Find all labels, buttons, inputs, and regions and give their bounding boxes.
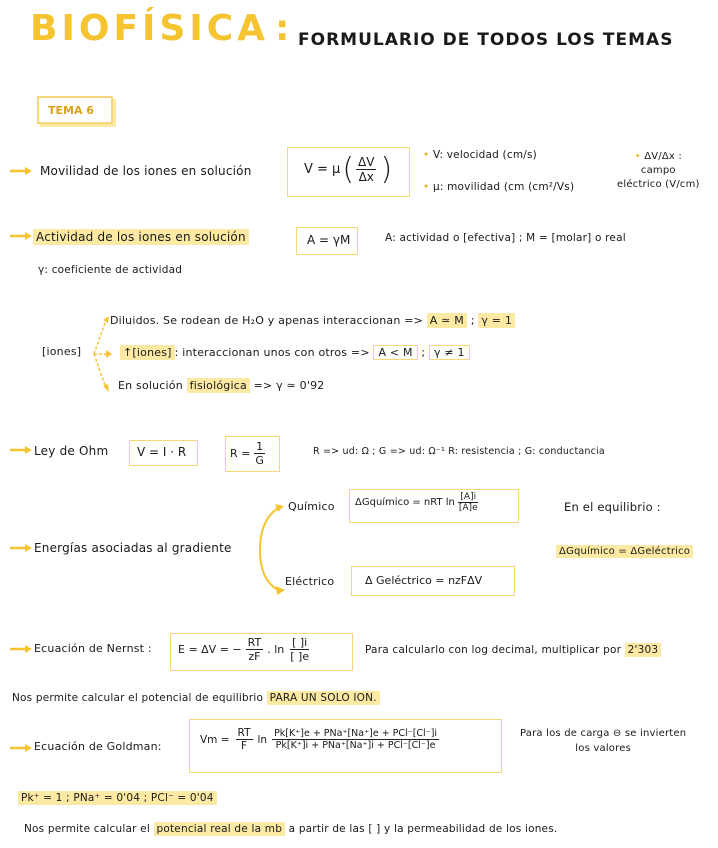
concentrados-row: ↑[iones] : interaccionan unos con otros => A < M ; γ ≠ 1 [120, 346, 470, 359]
nernst-label: Ecuación de Nernst : [34, 642, 152, 655]
equilibrio-label: En el equilibrio : [564, 500, 661, 514]
diluidos-row: Diluidos. Se rodean de H₂O y apenas interaccionan => A ≃ M ; γ = 1 [110, 314, 515, 327]
electrico-formula: Δ Geléctrico = nzFΔV [365, 574, 483, 587]
bullet-arrow-icon [10, 167, 32, 175]
brace-arrows [256, 500, 286, 600]
bullet-arrow-icon [10, 232, 32, 240]
movilidad-def: • μ: movilidad (cm (cm²/Vs) [423, 181, 575, 193]
campo-def: • ΔV/Δx : campo eléctrico (V/cm) [617, 151, 700, 190]
ohm-def: R => ud: Ω ; G => ud: Ω⁻¹ R: resistencia ; G: conductancia [313, 446, 605, 457]
movilidad-label: Movilidad de los iones en solución [40, 164, 252, 178]
equilibrio-condition: ΔGquímico = ΔGeléctrico [556, 546, 693, 557]
movilidad-formula: V = μ ( $\frac{\Delta V}{\Delta x}$ ) [304, 152, 393, 187]
page-title: BIOFÍSICA : [30, 8, 294, 49]
branch-arrows [92, 314, 112, 394]
bullet-arrow-icon [10, 446, 32, 454]
ohm-formula2: R = $\frac{1}{G}$ [230, 440, 264, 467]
goldman-final-note: Nos permite calcular el potencial real de la mb a partir de las [ ] y la permeabilidad de los iones. [24, 823, 558, 835]
iones-label: [iones] [42, 345, 82, 358]
electrico-label: Eléctrico [285, 575, 335, 588]
nernst-note: Para calcularlo con log decimal, multiplicar por 2'303 [365, 644, 661, 656]
fisiologica-row: En solución fisiológica => γ ≃ 0'92 [118, 379, 325, 392]
goldman-permeabilities: Pk⁺ = 1 ; PNa⁺ = 0'04 ; PCl⁻ = 0'04 [18, 792, 217, 804]
goldman-side-note: Para los de carga ⊖ se invierten los valores [520, 728, 687, 754]
tema-label: TEMA 6 [48, 104, 94, 117]
goldman-formula: Vm = $\frac{RT}{F}$ ln $\frac{\text{Pk[K⁺]e + PNa⁺[Na⁺]e + PCl⁻[Cl⁻]i}}{\text{Pk[K⁺]i + PNa⁺[Na⁺]i + PCl⁻[Cl⁻]e}}$ [200, 727, 438, 752]
goldman-label: Ecuación de Goldman: [34, 740, 162, 753]
actividad-label: Actividad de los iones en solución [33, 230, 249, 244]
bullet-arrow-icon [10, 744, 32, 752]
velocidad-def: • V: velocidad (cm/s) [423, 149, 537, 161]
actividad-formula: A = γM [307, 233, 351, 247]
bullet-arrow-icon [10, 544, 32, 552]
quimico-label: Químico [288, 500, 335, 513]
quimico-formula: ΔGquímico = nRT ln $\frac{[A]i}{[A]e}$ [355, 492, 478, 513]
nernst-note2: Nos permite calcular el potencial de equilibrio PARA UN SOLO ION. [12, 692, 380, 704]
energias-label: Energías asociadas al gradiente [34, 541, 232, 555]
actividad-def: A: actividad o [efectiva] ; M = [molar] o real [385, 232, 626, 244]
nernst-formula: E = ΔV = − $\frac{RT}{zF}$ . ln $\frac{[ ]i}{[ ]e}$ [178, 636, 310, 663]
page-subtitle: FORMULARIO DE TODOS LOS TEMAS [298, 30, 674, 50]
ohm-label: Ley de Ohm [34, 444, 109, 458]
ohm-formula1: V = I · R [137, 445, 187, 459]
bullet-arrow-icon [10, 645, 32, 653]
gamma-def: γ: coeficiente de actividad [38, 264, 183, 276]
